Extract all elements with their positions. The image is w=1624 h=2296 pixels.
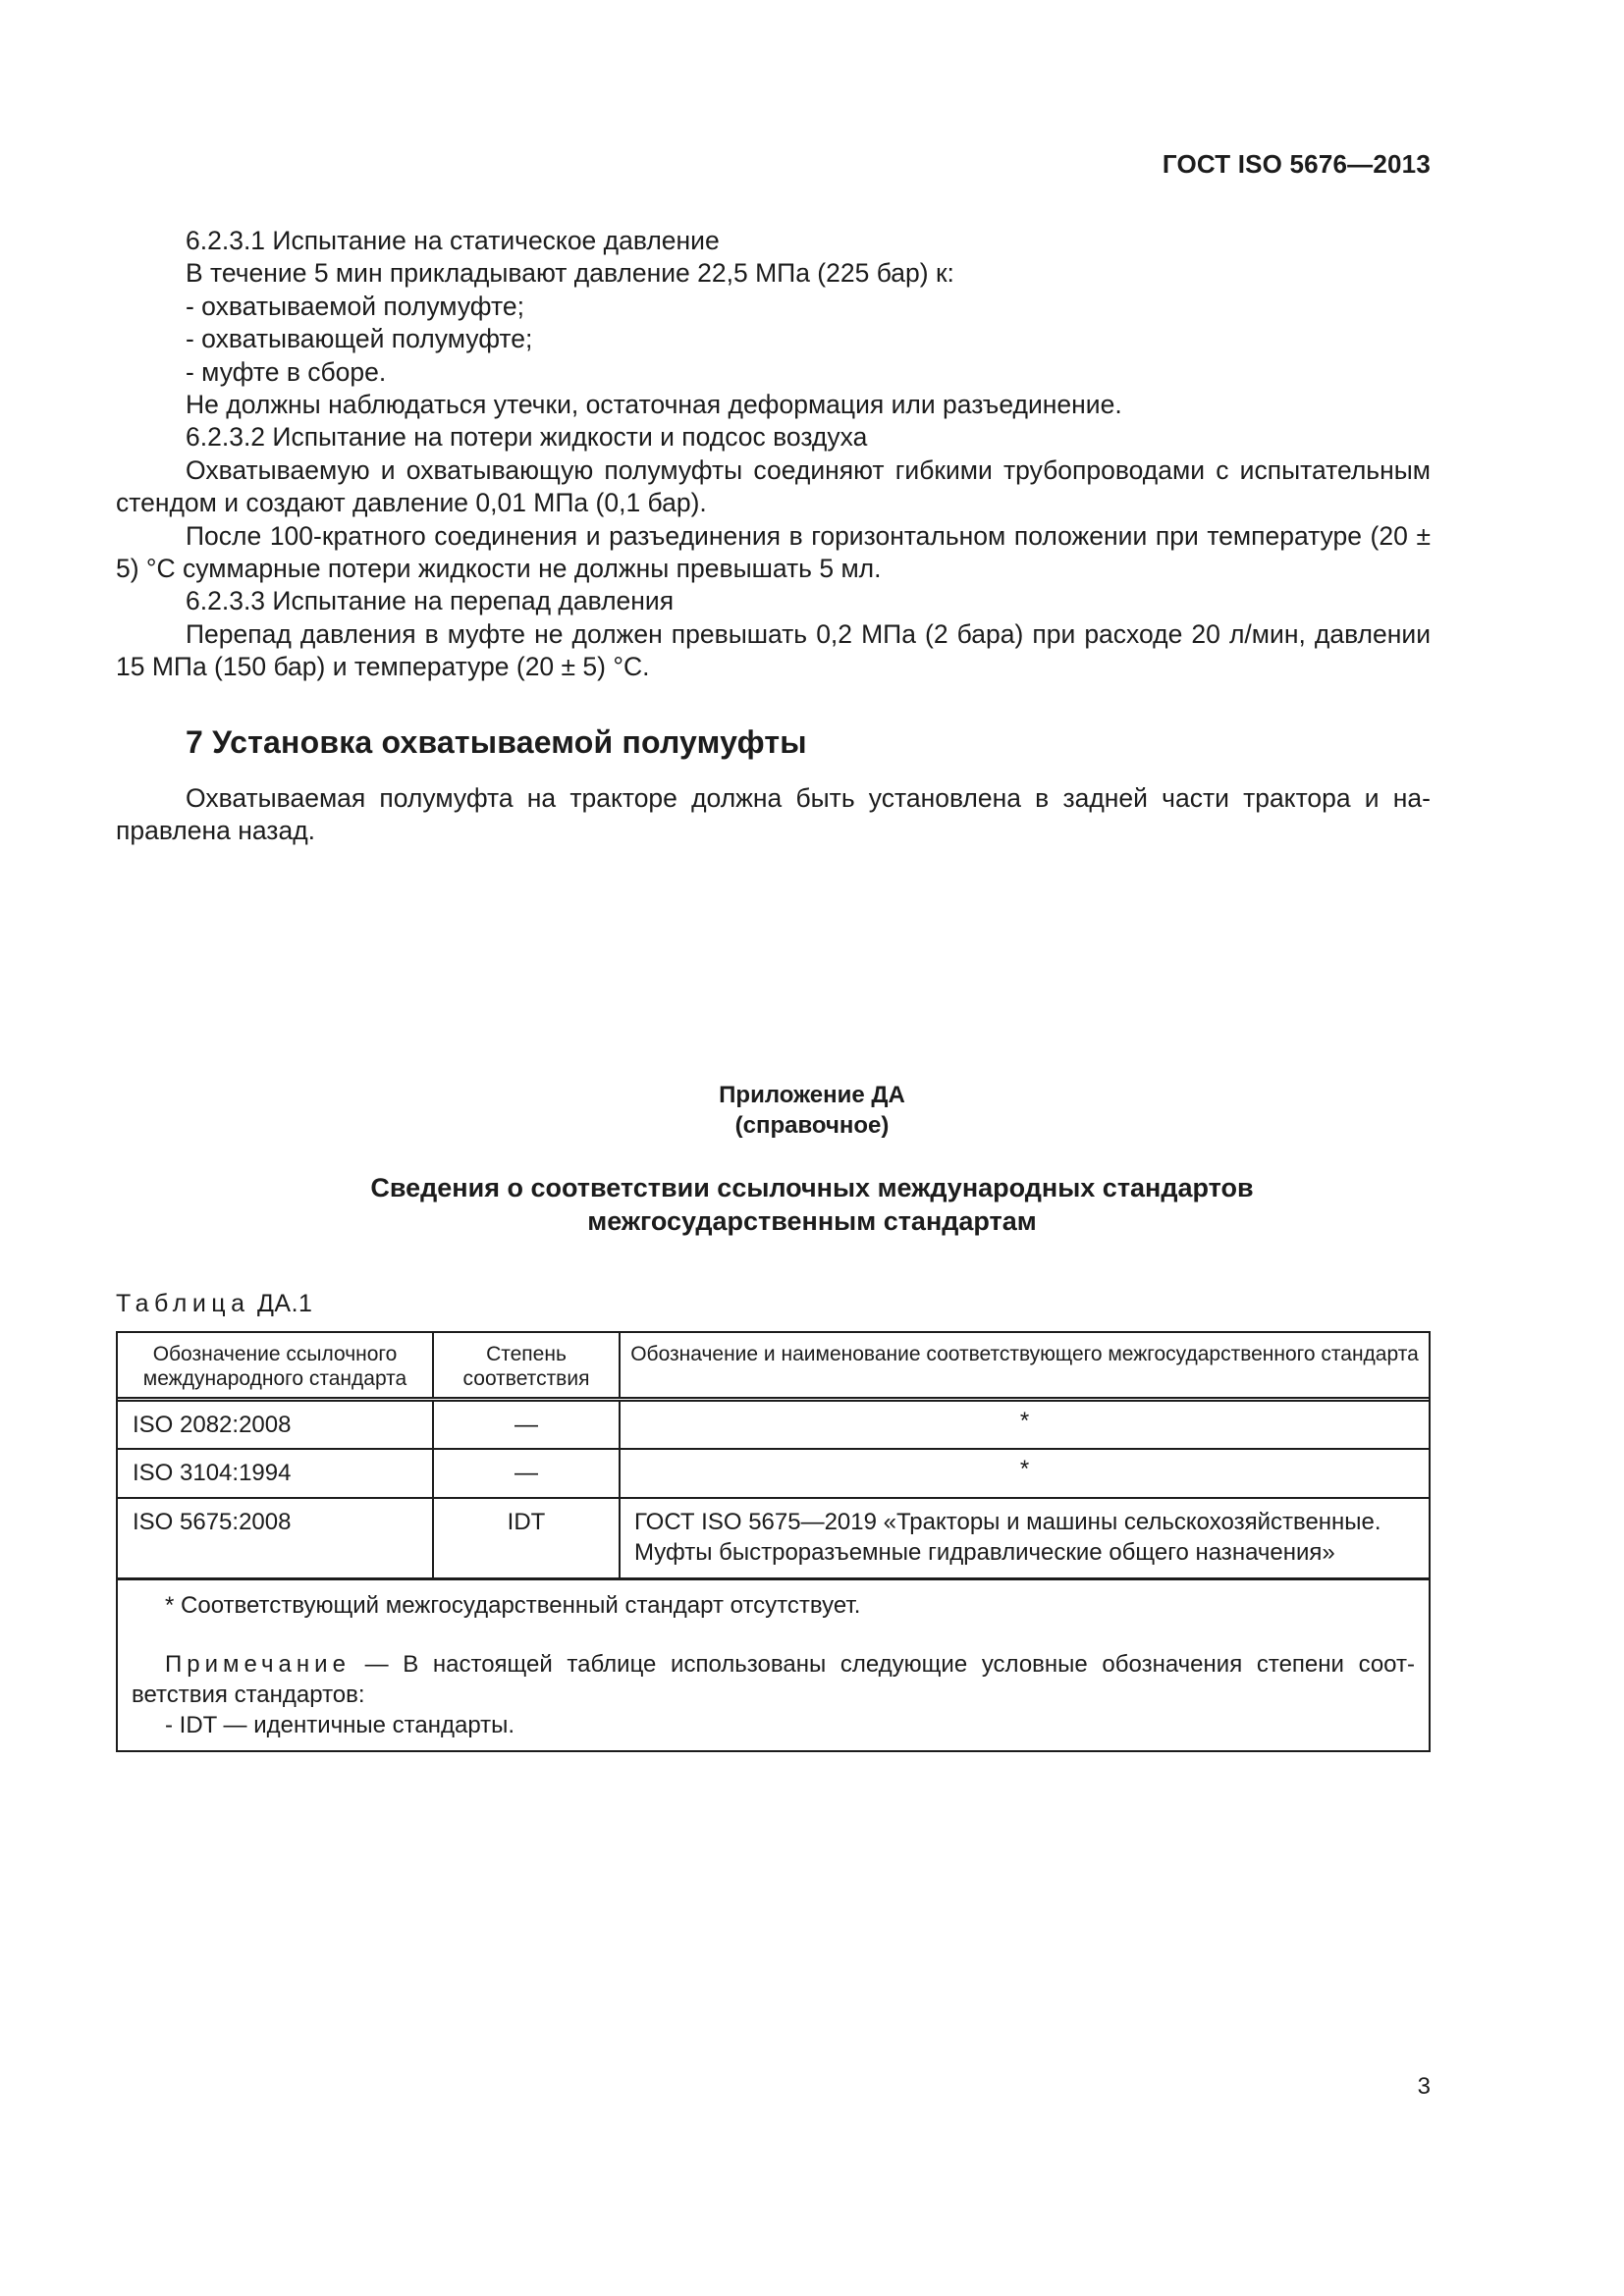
table-cell: ISO 5675:2008 <box>118 1499 434 1577</box>
table-row <box>118 1402 1429 1450</box>
clause-6-2-3-1-result: Не должны наблюдаться утечки, остаточная деформация или разъединение. <box>186 390 1122 420</box>
clause-6-2-3-2-paragraph-2: После 100-кратного соединения и разъединения в горизонтальном положении при температуре (20 ± 5) °С суммарные потери жидкости не должны превышать 5 мл. <box>116 520 1431 584</box>
column-header-degree: Степень соответствия <box>434 1333 621 1397</box>
table-note-item: - IDT — идентичные стандарты. <box>165 1712 515 1738</box>
list-item: - муфте в сборе. <box>186 356 387 387</box>
appendix-heading-line-2: межгосударственным стандартам <box>587 1206 1037 1236</box>
clause-6-2-3-3-paragraph: Перепад давления в муфте не должен превышать 0,2 МПа (2 бара) при расходе 20 л/мин, давлении 15 МПа (150 бар) и температуре (20 ± 5) °С. <box>116 618 1431 682</box>
spacer <box>132 1621 1415 1649</box>
section-7-heading: 7 Установка охватываемой полумуфты <box>186 724 807 760</box>
standards-table <box>116 1331 1431 1752</box>
column-header-interstate-standard: Обозначение и наименование соответствующего межгосударственного стандарта <box>630 1343 1419 1365</box>
table-cell: IDT <box>434 1499 621 1577</box>
table-footnote: * Соответствующий межгосударственный стандарт отсутствует. <box>165 1592 861 1619</box>
section-6-body <box>116 225 1431 684</box>
appendix-title: Приложение ДА <box>719 1082 905 1108</box>
clause-6-2-3-2-title: 6.2.3.2 Испытание на потери жидкости и подсос воздуха <box>186 422 868 453</box>
table-cell: — <box>434 1402 621 1448</box>
table-cell: — <box>434 1450 621 1497</box>
table-cell: * <box>1019 1456 1030 1482</box>
page-number: 3 <box>1417 2073 1431 2100</box>
table-cell: ISO 2082:2008 <box>118 1402 434 1448</box>
table-note <box>132 1649 1415 1710</box>
list-item: - охватывающей полумуфте; <box>186 324 533 354</box>
section-7-paragraph: Охватываемая полумуфта на тракторе должна быть установлена в задней части трактора и направлена назад. <box>116 783 1431 846</box>
table-note-text: — В настоящей таблице использованы следующие условные обозначения степени соответствия стандартов: <box>132 1651 1415 1708</box>
table-cell: ISO 3104:1994 <box>118 1450 434 1497</box>
table-row <box>118 1499 1429 1577</box>
list-item: - охватываемой полумуфте; <box>186 291 524 321</box>
document-header-id: ГОСТ ISO 5676—2013 <box>1162 149 1431 179</box>
clause-6-2-3-1-title: 6.2.3.1 Испытание на статическое давление <box>186 226 720 255</box>
table-row <box>118 1450 1429 1499</box>
table-caption-number: ДА.1 <box>256 1290 313 1317</box>
table-footnotes <box>118 1577 1429 1750</box>
section-7-body <box>116 782 1431 848</box>
column-header-international-standard: Обозначение ссылочного международного стандарта <box>118 1333 434 1397</box>
appendix-status: (справочное) <box>734 1112 890 1139</box>
table-caption <box>116 1290 312 1318</box>
table-caption-word: Таблица <box>116 1290 250 1317</box>
table-cell: ГОСТ ISO 5675—2019 «Тракторы и машины сельскохозяйственные. Муфты быстроразъемные гидравлические общего назначения» <box>634 1509 1381 1566</box>
table-cell: * <box>1019 1408 1030 1434</box>
clause-6-2-3-1-intro: В течение 5 мин прикладывают давление 22,5 МПа (225 бар) к: <box>186 258 954 289</box>
clause-6-2-3-3-title: 6.2.3.3 Испытание на перепад давления <box>186 586 675 616</box>
table-header-row <box>118 1333 1429 1402</box>
appendix-heading-line-1: Сведения о соответствии ссылочных международных стандартов <box>370 1173 1254 1202</box>
table-note-lead: Примечание <box>165 1651 351 1678</box>
clause-6-2-3-2-paragraph-1: Охватываемую и охватывающую полумуфты соединяют гибкими трубопроводами с испытательным стендом и создают давление 0,01 МПа (0,1 бар). <box>116 454 1431 518</box>
